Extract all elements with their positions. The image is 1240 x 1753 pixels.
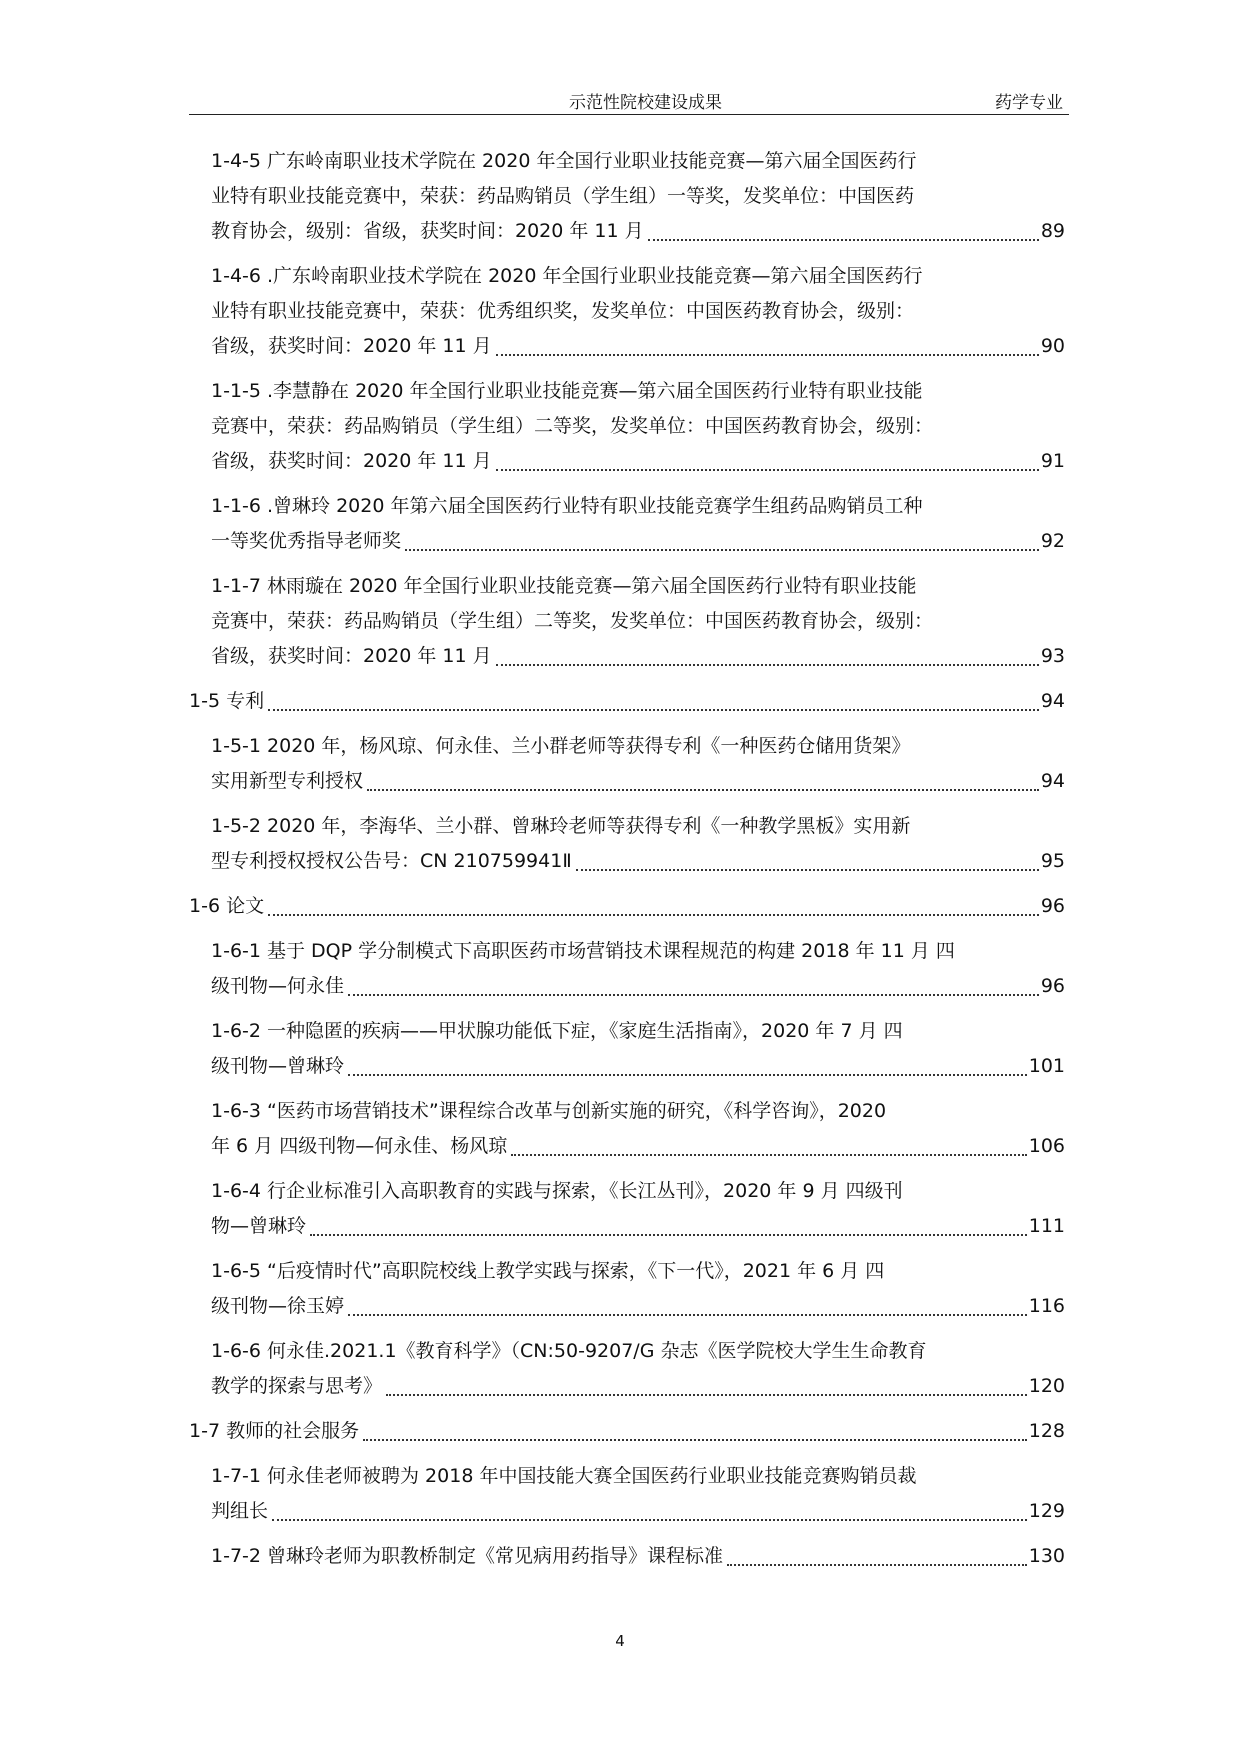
toc-entry[interactable]: [189, 934, 1065, 1004]
toc-page-number: 91: [1040, 450, 1065, 472]
toc-entry[interactable]: [189, 259, 1065, 364]
toc-entry-line: 1-1-6 .曾琳玲 2020 年第六届全国医药行业特有职业技能竞赛学生组药品购销员工种: [211, 495, 923, 517]
toc-entry-line: 1-4-5 广东岭南职业技术学院在 2020 年全国行业职业技能竞赛—第六届全国医药行: [211, 150, 917, 172]
toc-entry-last-line: 级刊物—何永佳: [211, 975, 345, 997]
toc-entry-last-line: 物—曾琳玲: [211, 1215, 307, 1237]
dot-leader: [363, 1438, 1027, 1441]
toc-entry-last-line: 1-5 专利: [189, 690, 265, 712]
toc-entry[interactable]: [189, 1174, 1065, 1244]
toc-entry[interactable]: [189, 1414, 1065, 1449]
toc-entry[interactable]: [189, 374, 1065, 479]
toc-entry-line: 1-5-2 2020 年，李海华、兰小群、曾琳玲老师等获得专利《一种教学黑板》实用新: [211, 815, 911, 837]
toc-entry-line: 业特有职业技能竞赛中，荣获：优秀组织奖，发奖单位：中国医药教育协会，级别：: [211, 300, 915, 322]
toc-entry-last-line: 型专利授权授权公告号：CN 210759941Ⅱ: [211, 850, 572, 872]
toc-entry[interactable]: [189, 1459, 1065, 1529]
toc-entry[interactable]: [189, 729, 1065, 799]
toc-page-number: 129: [1028, 1500, 1065, 1522]
toc-page-number: 120: [1028, 1375, 1065, 1397]
header-title: 示范性院校建设成果: [569, 93, 722, 113]
toc-page-number: 101: [1028, 1055, 1065, 1077]
dot-leader: [310, 1233, 1027, 1236]
dot-leader: [386, 1393, 1027, 1396]
dot-leader: [268, 913, 1039, 916]
toc-page-number: 93: [1040, 645, 1065, 667]
toc-entry-line: 1-6-5 “后疫情时代”高职院校线上教学实践与探索，《下一代》，2021 年 6 月 四: [211, 1260, 885, 1282]
toc-entry-line: 1-6-2 一种隐匿的疾病——甲状腺功能低下症，《家庭生活指南》，2020 年 7 月 四: [211, 1020, 903, 1042]
page-number: 4: [615, 1632, 625, 1650]
toc-entry-line: 1-6-4 行企业标准引入高职教育的实践与探索，《长江丛刊》，2020 年 9 月 四级刊: [211, 1180, 903, 1202]
toc-entry-last-line: 教育协会，级别：省级，获奖时间：2020 年 11 月: [211, 220, 644, 242]
dot-leader: [648, 238, 1039, 241]
toc-page-number: 89: [1040, 220, 1065, 242]
dot-leader: [272, 1518, 1027, 1521]
page-header: [189, 84, 1069, 115]
toc-entry[interactable]: [189, 489, 1065, 559]
toc-entry-line: 1-1-5 .李慧静在 2020 年全国行业职业技能竞赛—第六届全国医药行业特有职业技能: [211, 380, 923, 402]
toc-page-number: 95: [1040, 850, 1065, 872]
toc-entry-last-line: 教学的探索与思考》: [211, 1375, 383, 1397]
toc-entry-last-line: 判组长: [211, 1500, 269, 1522]
toc-entry-line: 1-5-1 2020 年，杨风琼、何永佳、兰小群老师等获得专利《一种医药仓储用货架》: [211, 735, 911, 757]
toc-entry[interactable]: [189, 1254, 1065, 1324]
toc-page-number: 116: [1028, 1295, 1065, 1317]
toc-page-number: 111: [1028, 1215, 1065, 1237]
toc-entry[interactable]: [189, 144, 1065, 249]
table-of-contents: [189, 144, 1065, 1574]
toc-page-number: 92: [1040, 530, 1065, 552]
toc-entry-line: 1-6-6 何永佳.2021.1《教育科学》（CN:50-9207/G 杂志《医学院校大学生生命教育: [211, 1340, 927, 1362]
toc-entry[interactable]: [189, 809, 1065, 879]
toc-entry-last-line: 实用新型专利授权: [211, 770, 364, 792]
toc-entry-last-line: 省级，获奖时间：2020 年 11 月: [211, 645, 492, 667]
toc-entry-last-line: 级刊物—曾琳玲: [211, 1055, 345, 1077]
dot-leader: [496, 663, 1039, 666]
header-subject: 药学专业: [995, 93, 1063, 113]
dot-leader: [348, 1073, 1027, 1076]
toc-entry-line: 竞赛中，荣获：药品购销员（学生组）二等奖，发奖单位：中国医药教育协会，级别：: [211, 610, 934, 632]
toc-entry-last-line: 1-7 教师的社会服务: [189, 1420, 360, 1442]
toc-entry[interactable]: [189, 1334, 1065, 1404]
toc-entry-line: 1-1-7 林雨璇在 2020 年全国行业职业技能竞赛—第六届全国医药行业特有职业技能: [211, 575, 917, 597]
toc-entry-line: 1-7-1 何永佳老师被聘为 2018 年中国技能大赛全国医药行业职业技能竞赛购销员裁: [211, 1465, 917, 1487]
toc-entry-last-line: 1-6 论文: [189, 895, 265, 917]
dot-leader: [348, 993, 1039, 996]
dot-leader: [511, 1153, 1027, 1156]
dot-leader: [496, 353, 1039, 356]
toc-entry-line: 1-4-6 .广东岭南职业技术学院在 2020 年全国行业职业技能竞赛—第六届全国医药行: [211, 265, 923, 287]
dot-leader: [576, 868, 1039, 871]
toc-entry-line: 1-6-3 “医药市场营销技术”课程综合改革与创新实施的研究，《科学咨询》，2020: [211, 1100, 887, 1122]
toc-entry-last-line: 省级，获奖时间：2020 年 11 月: [211, 335, 492, 357]
toc-entry-last-line: 1-7-2 曾琳玲老师为职教桥制定《常见病用药指导》课程标准: [211, 1545, 724, 1567]
toc-entry-last-line: 年 6 月 四级刊物—何永佳、杨风琼: [211, 1135, 508, 1157]
toc-entry[interactable]: [189, 889, 1065, 924]
toc-page-number: 96: [1040, 895, 1065, 917]
toc-entry[interactable]: [189, 1094, 1065, 1164]
toc-page-number: 128: [1028, 1420, 1065, 1442]
dot-leader: [367, 788, 1039, 791]
toc-entry[interactable]: [189, 684, 1065, 719]
toc-entry-last-line: 一等奖优秀指导老师奖: [211, 530, 402, 552]
toc-entry-line: 竞赛中，荣获：药品购销员（学生组）二等奖，发奖单位：中国医药教育协会，级别：: [211, 415, 934, 437]
toc-entry[interactable]: [189, 1014, 1065, 1084]
toc-page-number: 94: [1040, 770, 1065, 792]
dot-leader: [496, 468, 1039, 471]
toc-page-number: 94: [1040, 690, 1065, 712]
toc-entry[interactable]: [189, 569, 1065, 674]
toc-entry-line: 业特有职业技能竞赛中，荣获：药品购销员（学生组）一等奖，发奖单位：中国医药: [211, 185, 915, 207]
toc-page-number: 106: [1028, 1135, 1065, 1157]
dot-leader: [405, 548, 1039, 551]
toc-entry-last-line: 省级，获奖时间：2020 年 11 月: [211, 450, 492, 472]
dot-leader: [348, 1313, 1027, 1316]
dot-leader: [268, 708, 1039, 711]
toc-entry[interactable]: [189, 1539, 1065, 1574]
toc-entry-last-line: 级刊物—徐玉婷: [211, 1295, 345, 1317]
toc-entry-line: 1-6-1 基于 DQP 学分制模式下高职医药市场营销技术课程规范的构建 2018 年 11 月 四: [211, 940, 955, 962]
toc-page-number: 96: [1040, 975, 1065, 997]
dot-leader: [727, 1563, 1027, 1566]
toc-page-number: 90: [1040, 335, 1065, 357]
toc-page-number: 130: [1028, 1545, 1065, 1567]
